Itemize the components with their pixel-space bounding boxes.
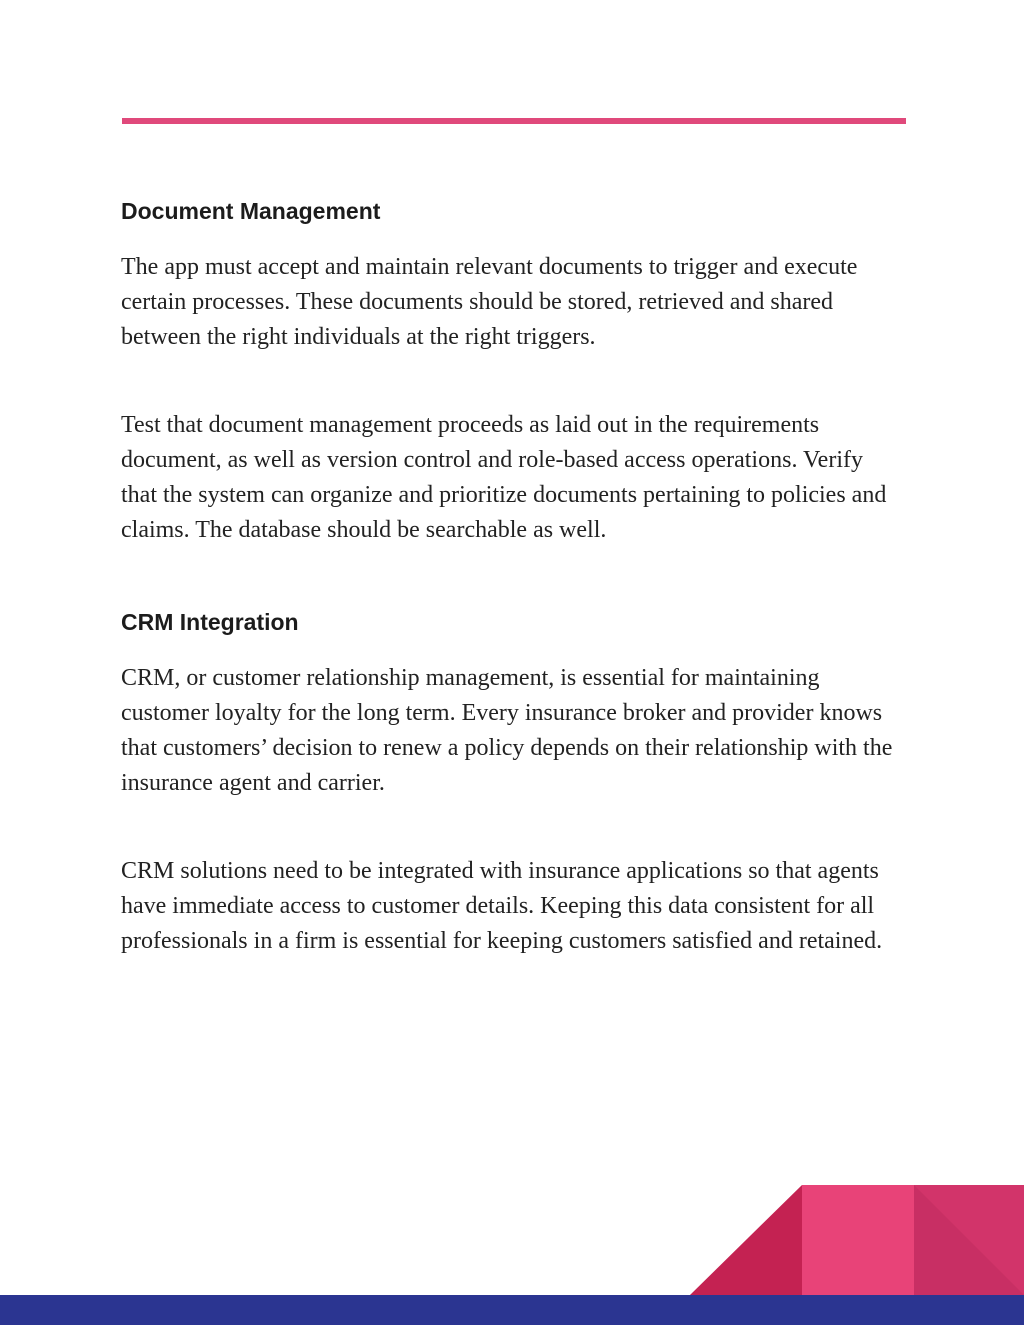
paragraph: CRM, or customer relationship management, is essential for maintaining customer loyalty for the long term. Every insurance broker and provider knows that customers’ decision to renew a policy depends on their relationship with the insurance agent and carrier. [121,665,893,796]
footer-bar [0,1295,1024,1325]
section-heading-crm-integration: CRM Integration [121,609,299,635]
document-body [121,194,901,959]
corner-triangle-dark [690,1185,802,1295]
paragraph: The app must accept and maintain relevant documents to trigger and execute certain processes. These documents should be stored, retrieved and shared between the right individuals at the right triggers. [121,254,858,350]
paragraph: CRM solutions need to be integrated with insurance applications so that agents have immediate access to customer details. Keeping this data consistent for all professionals in a firm is essential for keeping customers satisfied and retained. [121,858,883,954]
section-heading-document-management: Document Management [121,198,381,224]
paragraph: Test that document management proceeds as laid out in the requirements document, as well as version control and role-based access operations. Verify that the system can organize and prioritize documents pertaining to policies and claims. The database should be searchable as well. [121,412,887,543]
footer-corner-decoration [690,1185,1024,1295]
header-accent-rule [122,118,906,124]
corner-block-mid [802,1185,914,1295]
